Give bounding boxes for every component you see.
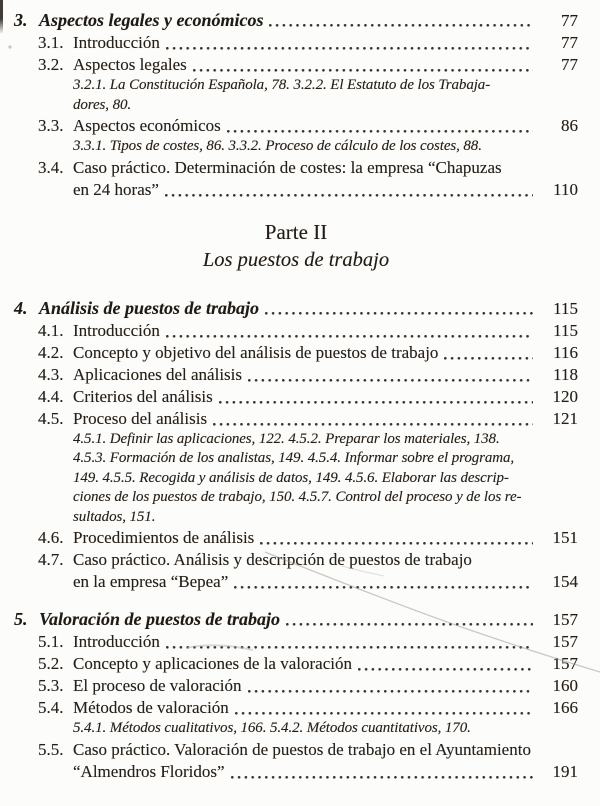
page-number: 120: [552, 386, 578, 406]
page-number: 77: [561, 33, 578, 52]
entry-number: 3.: [14, 10, 28, 30]
entry-title: Introducción: [73, 320, 160, 340]
dot-leader: [207, 408, 538, 430]
entry-number: 5.2.: [38, 654, 64, 673]
toc-entry-sub: [14, 739, 578, 761]
toc-entry-sub: [14, 320, 578, 342]
entry-title: Concepto y objetivo del análisis de puestos de trabajo: [73, 342, 439, 362]
page-number: 121: [552, 408, 578, 428]
toc-entry-sub: [14, 571, 578, 593]
toc-entry-sub: [14, 364, 578, 386]
page-number: 166: [552, 698, 578, 717]
entry-number: 4.6.: [38, 528, 64, 547]
scan-edge-artifact: [0, 0, 3, 34]
dot-leader: [242, 675, 538, 697]
entry-number: 4.5.: [38, 408, 64, 428]
entry-number: 5.5.: [38, 739, 64, 759]
toc-entry-sub: [14, 32, 578, 54]
entry-number: 4.4.: [38, 386, 64, 406]
entry-number: 5.1.: [38, 632, 64, 651]
dot-leader: [259, 297, 538, 320]
entry-title: Métodos de valoración: [73, 698, 229, 717]
entry-title: Criterios del análisis: [73, 386, 213, 406]
dot-leader: [263, 9, 538, 32]
detail-line: 5.4.1. Métodos cualitativos, 166. 5.4.2. Métodos cuantitativos, 170.: [73, 720, 471, 736]
entry-title: Concepto y aplicaciones de la valoración: [73, 654, 352, 673]
page-number: 154: [552, 572, 578, 591]
toc-list: [14, 9, 578, 783]
entry-title: Aspectos legales y económicos: [39, 10, 264, 30]
dot-leader: [280, 608, 538, 631]
dot-leader: [229, 697, 538, 719]
toc-entry-sub: [14, 115, 578, 137]
detail-line: 3.3.1. Tipos de costes, 86. 3.3.2. Proceso de cálculo de los costes, 88.: [73, 138, 482, 154]
toc-entry-sub: [14, 179, 578, 201]
part-title: Parte II: [264, 219, 328, 244]
toc-entry-detail: [73, 137, 578, 157]
entry-number: 3.1.: [38, 33, 64, 52]
entry-title: Aplicaciones del análisis: [73, 364, 243, 384]
entry-title: Análisis de puestos de trabajo: [39, 297, 260, 318]
dot-leader: [352, 653, 538, 675]
detail-line: sultados, 151.: [73, 508, 156, 525]
page-number: 77: [561, 11, 578, 30]
page-number: 86: [561, 116, 578, 135]
page-number: 110: [553, 179, 578, 199]
page-number: 77: [561, 55, 578, 74]
entry-title: Caso práctico. Análisis y descripción de puestos de trabajo: [73, 550, 472, 569]
entry-number: 4.2.: [38, 342, 64, 362]
entry-number: 4.: [14, 297, 28, 318]
page-number: 160: [552, 676, 578, 695]
entry-number: 5.4.: [38, 698, 64, 717]
entry-number: 4.7.: [38, 550, 64, 569]
detail-line: dores, 80.: [73, 96, 132, 113]
toc-entry-sub: [14, 549, 578, 571]
dot-leader: [187, 54, 538, 76]
entry-title: Introducción: [73, 632, 160, 651]
dot-leader: [159, 179, 538, 201]
dot-leader: [160, 631, 538, 653]
toc-entry-sub: [14, 54, 578, 76]
toc-entry-detail: [73, 76, 578, 115]
entry-number: 4.3.: [38, 364, 64, 384]
entry-title: Introducción: [73, 33, 160, 52]
dot-leader: [438, 342, 538, 364]
page-number: 157: [552, 654, 578, 673]
toc-entry-detail: [73, 719, 578, 739]
part-divider: [14, 218, 578, 274]
entry-number: 3.4.: [38, 157, 64, 177]
entry-title: Caso práctico. Determinación de costes: la empresa “Chapuzas: [73, 157, 502, 177]
page-number: 115: [553, 320, 578, 340]
detail-line: ciones de los puestos de trabajo, 150. 4.5.7. Control del proceso y de los re-: [73, 489, 522, 505]
dot-leader: [221, 115, 538, 137]
toc-entry-sub: [14, 697, 578, 719]
entry-title: “Almendros Floridos”: [73, 761, 225, 781]
entry-number: 5.: [14, 609, 28, 629]
toc-entry-detail: [73, 430, 578, 528]
part-subtitle: Los puestos de trabajo: [202, 248, 390, 271]
entry-number: 3.2.: [38, 55, 64, 74]
entry-title: Proceso del análisis: [73, 408, 208, 428]
toc-entry-sub: [14, 653, 578, 675]
dot-leader: [160, 32, 538, 54]
page-number: 116: [553, 342, 578, 362]
toc-entry-sub: [14, 342, 578, 364]
detail-line: 149. 4.5.5. Recogida y análisis de datos, 149. 4.5.6. Elaborar las descrip-: [73, 469, 509, 486]
toc-entry-sub: [14, 675, 578, 697]
entry-number: 3.3.: [38, 116, 64, 135]
toc-entry-sub: [14, 631, 578, 653]
dot-leader: [160, 320, 538, 342]
entry-title: Procedimientos de análisis: [73, 528, 255, 547]
dot-leader: [242, 364, 538, 386]
detail-line: 3.2.1. La Constitución Española, 78. 3.2.2. El Estatuto de los Trabaja-: [73, 77, 491, 93]
entry-title: en 24 horas”: [73, 179, 159, 199]
entry-title: El proceso de valoración: [73, 676, 242, 695]
toc-entry-chapter: [14, 297, 578, 320]
entry-title: Aspectos legales: [73, 55, 187, 74]
toc-entry-chapter: [14, 9, 578, 32]
page-number: 118: [553, 364, 578, 384]
toc-entry-sub: [14, 157, 578, 179]
dot-leader: [254, 527, 538, 549]
toc-entry-sub: [14, 408, 578, 430]
dot-leader: [213, 386, 538, 408]
page-number: 157: [552, 610, 578, 629]
page-number: 115: [553, 298, 578, 318]
detail-line: 4.5.3. Formación de los analistas, 149. 4.5.4. Informar sobre el programa,: [73, 450, 515, 466]
page-number: 157: [552, 632, 578, 651]
page-number: 191: [552, 761, 578, 781]
toc-entry-sub: [14, 386, 578, 408]
entry-number: 4.1.: [38, 320, 64, 340]
page-number: 151: [552, 528, 578, 547]
toc-entry-sub: [14, 527, 578, 549]
entry-title: Caso práctico. Valoración de puestos de trabajo en el Ayuntamiento: [73, 739, 531, 759]
entry-title: Valoración de puestos de trabajo: [39, 609, 281, 629]
detail-line: 4.5.1. Definir las aplicaciones, 122. 4.5.2. Preparar los materiales, 138.: [73, 430, 500, 447]
dot-leader: [225, 761, 538, 783]
toc-entry-sub: [14, 761, 578, 783]
entry-title: Aspectos económicos: [73, 116, 221, 135]
entry-title: en la empresa “Bepea”: [73, 572, 229, 591]
entry-number: 5.3.: [38, 676, 64, 695]
dot-leader: [228, 571, 538, 593]
toc-entry-chapter: [14, 608, 578, 631]
